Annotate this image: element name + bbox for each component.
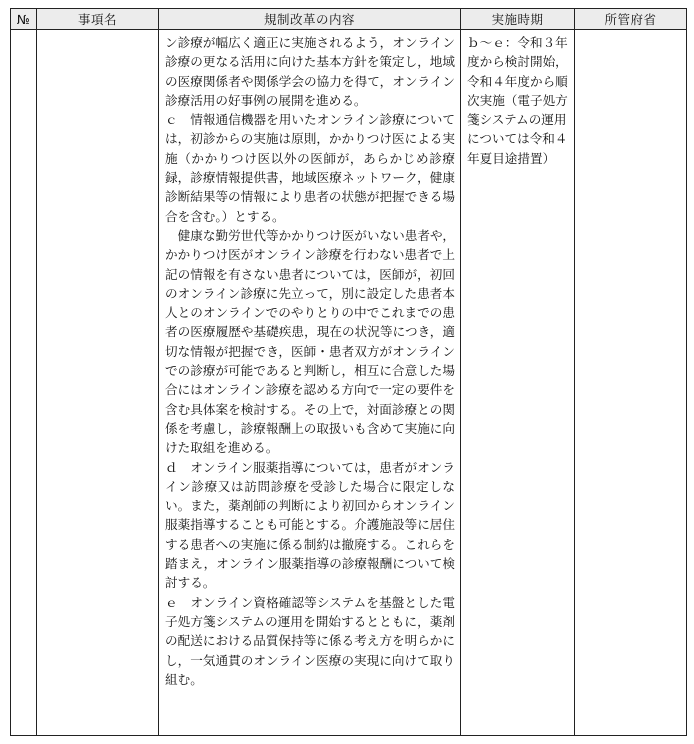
content-paragraph: ｃ 情報通信機器を用いたオンライン診療については，初診からの実施は原則，かかりつけ医による実施（かかりつけ医以外の医師が，あらかじめ診療録，診療情報提供書，地域医療ネットワーク，健康診断結果等の情報により患者の状態が把握できる場合を含む。）とする。 [165,112,455,224]
content-paragraph: ｄ オンライン服薬指導については，患者がオンライン診療又は訪問診療を受診した場合に限定しない。また，薬剤師の判断により初回からオンライン服薬指導することも可能とする。介護施設等に居住する患者への実施に係る制約は撤廃する。これらを踏まえ，オンライン服薬指導の診療報酬について検討する。 [165,459,455,591]
cell-no [11,30,37,736]
cell-reform-content [159,30,461,736]
content-paragraph: ｅ オンライン資格確認等システムを基盤とした電子処方箋システムの運用を開始するとともに，薬剤の配送における品質保持等に係る考え方を明らかにし，一気通貫のオンライン医療の実現に向けて取り組む。 [165,594,455,687]
content-paragraph: 健康な勤労世代等かかりつけ医がいない患者や，かかりつけ医がオンライン診療を行わない患者で上記の情報を有さない患者については，医師が，初回のオンライン診療に先立って，別に設定した患者本人とのオンラインでのやりとりの中でこれまでの患者の医療履歴や基礎疾患，現在の状況等につき，適切な情報が把握でき，医師・患者双方がオンラインでの診療が可能であると判断し，相互に合意した場合にはオンライン診療を認める方向で一定の要件を含む具体案を検討する。その上で，対面診療との関係を考慮し，診療報酬上の取扱いも含めて実施に向けた取組を進める。 [165,227,455,456]
header-row [11,9,687,30]
header-ministry: 所管府省 [575,9,687,30]
cell-implementation-period [461,30,575,736]
content-paragraph: ン診療が幅広く適正に実施されるよう，オンライン診療の更なる活用に向けた基本方針を策定し，地域の医療関係者や関係学会の協力を得て，オンライン診療活用の好事例の展開を進める。 [165,35,455,108]
header-item-name: 事項名 [37,9,159,30]
header-reform-content: 規制改革の内容 [159,9,461,30]
period-text: ｂ～ｅ：令和３年度から検討開始，令和４年度から順次実施（電子処方箋システムの運用については令和４年夏目途措置） [467,35,568,166]
cell-ministry [575,30,687,736]
regulation-reform-table [10,8,687,736]
header-no: № [11,9,37,30]
cell-item-name [37,30,159,736]
header-implementation-period: 実施時期 [461,9,575,30]
table-row [11,30,687,736]
